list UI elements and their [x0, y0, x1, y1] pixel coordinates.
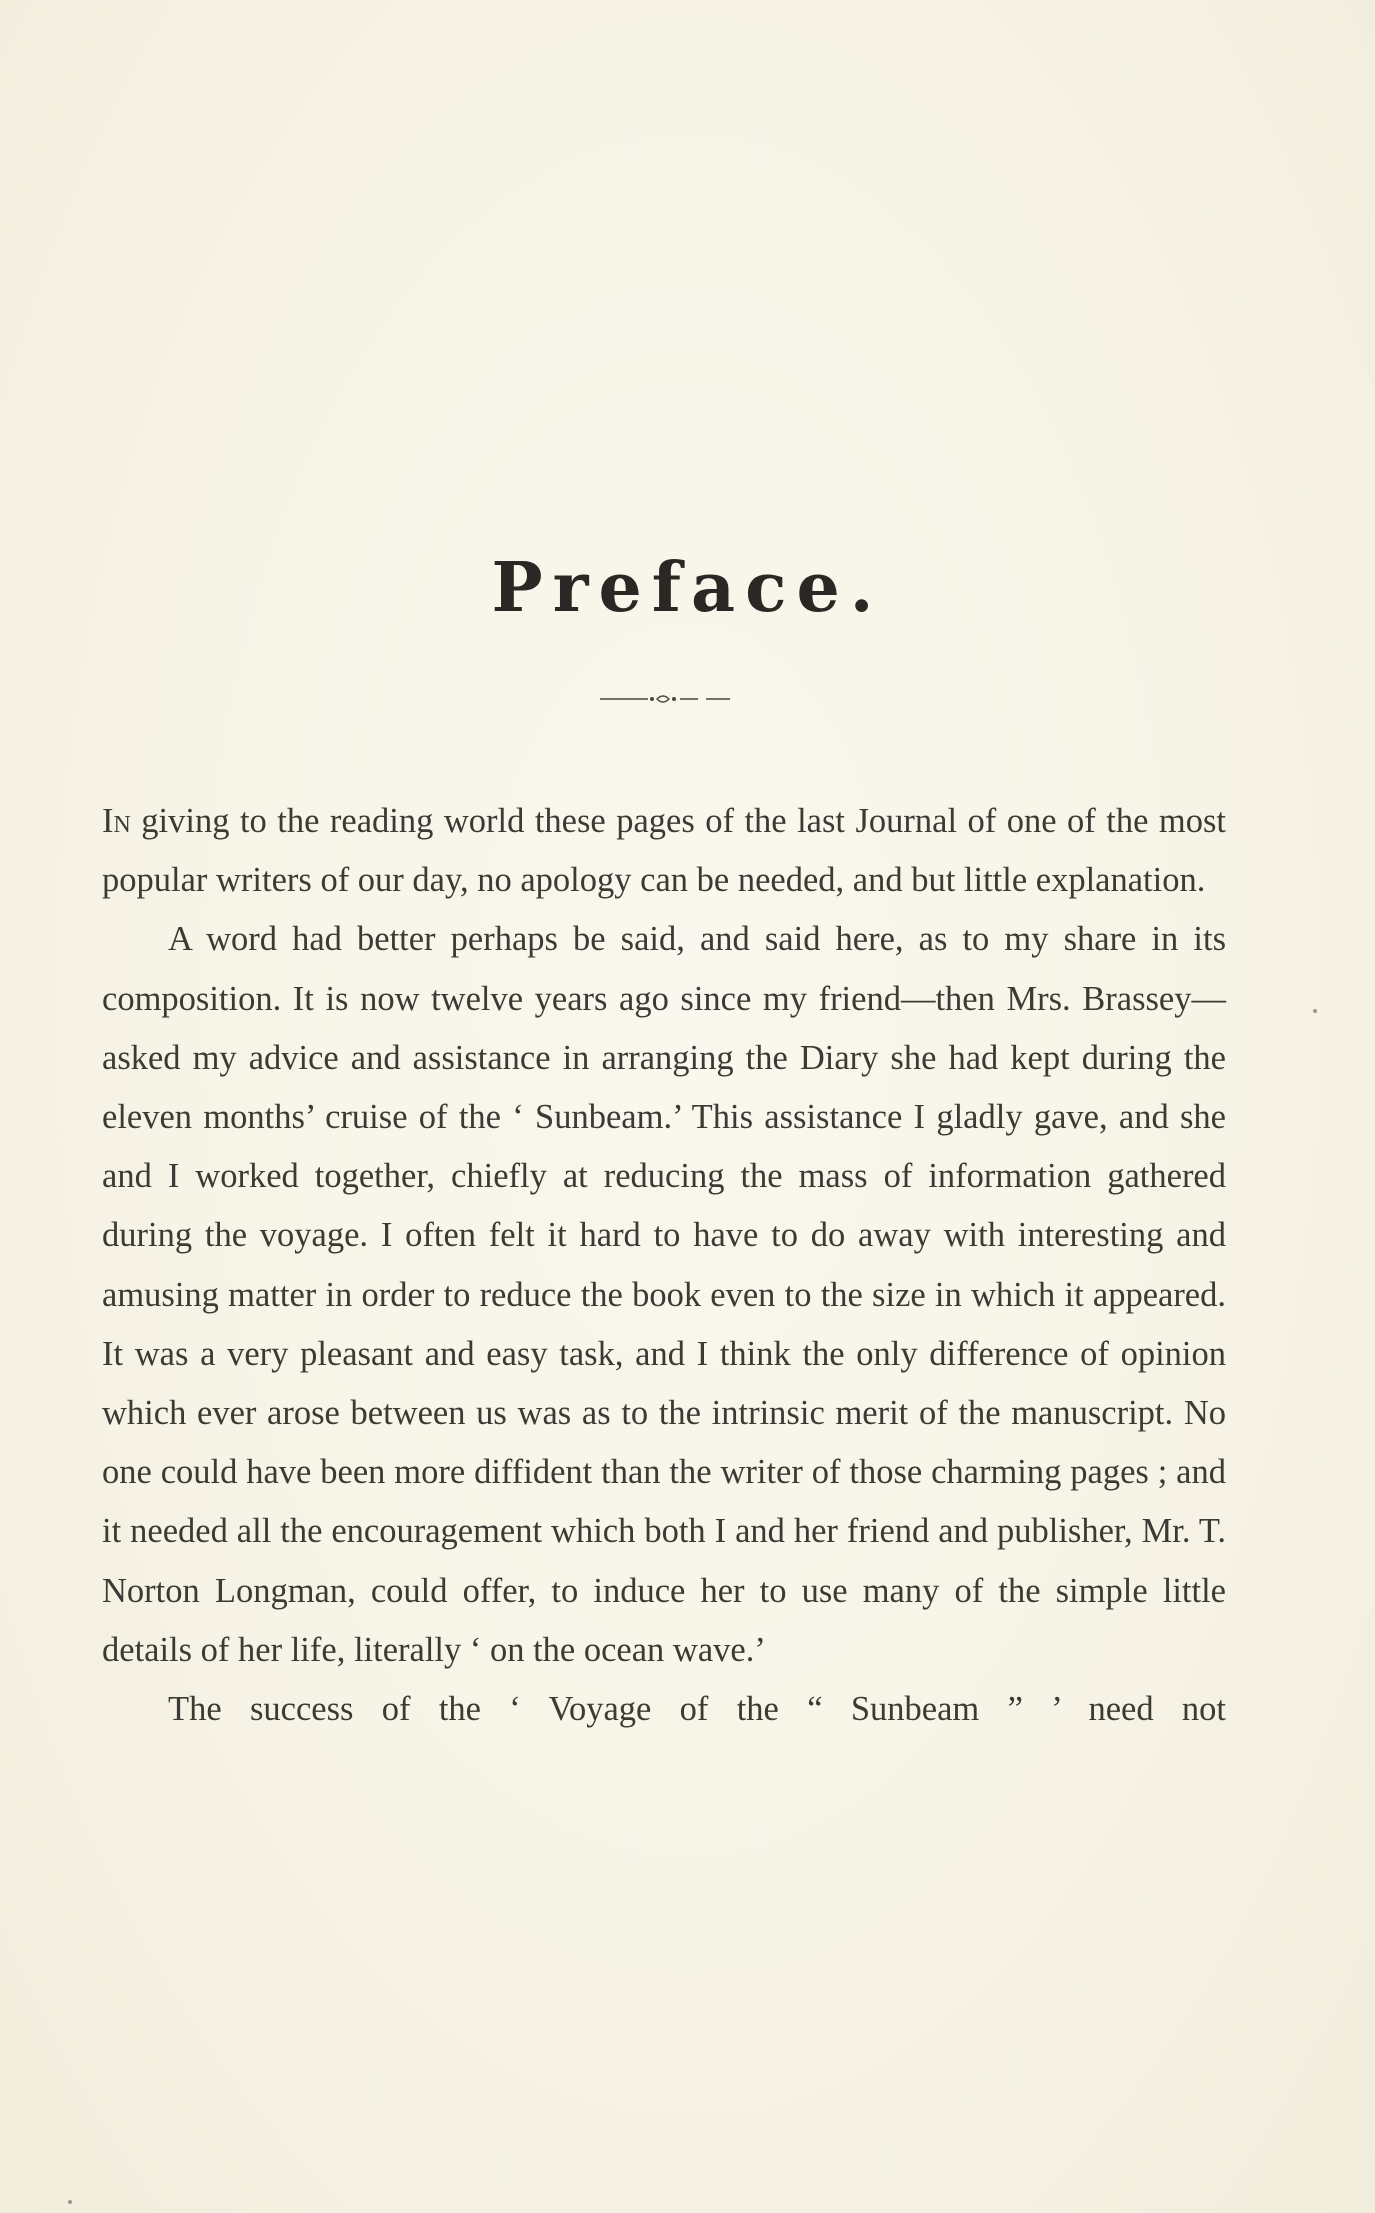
- paragraph-2: A word had better perhaps be said, and said here, as to my share in its composition. It is now twelve years ago since my friend—then Mrs. Brassey—asked my advice and assistance in arranging the Diary she had kept during the eleven months’ cruise of the ‘ Sunbeam.’ This assistance I gladly gave, and she and I worked together, chiefly at reducing the mass of information gathered during the voyage. I often felt it hard to have to do away with interesting and amusing matter in order to reduce the book even to the size in which it appeared. It was a very pleasant and easy task, and I think the only difference of opinion which ever arose between us was as to the intrinsic merit of the manuscript. No one could have been more diffident than the writer of those charming pages ; and it needed all the encouragement which both I and her friend and publisher, Mr. T. Norton Longman, could offer, to induce her to use many of the simple little details of her life, literally ‘ on the ocean wave.’: [102, 920, 1226, 1669]
- paragraph-1-lead: In: [102, 802, 131, 840]
- page-title: Preface.: [491, 548, 884, 628]
- title-ornament: [600, 690, 730, 708]
- paragraph-1-text: giving to the reading world these pages of the last Journal of one of the most popular writers of our day, no apology can be needed, and but little explanation.: [102, 802, 1226, 900]
- body-text: [102, 792, 1226, 1739]
- paper-speck: [1313, 1009, 1317, 1013]
- paragraph-3: The success of the ‘ Voyage of the “ Sunbeam ” ’ need not: [168, 1690, 1226, 1729]
- paragraph-1: [102, 792, 1226, 910]
- paper-speck: [68, 2200, 72, 2204]
